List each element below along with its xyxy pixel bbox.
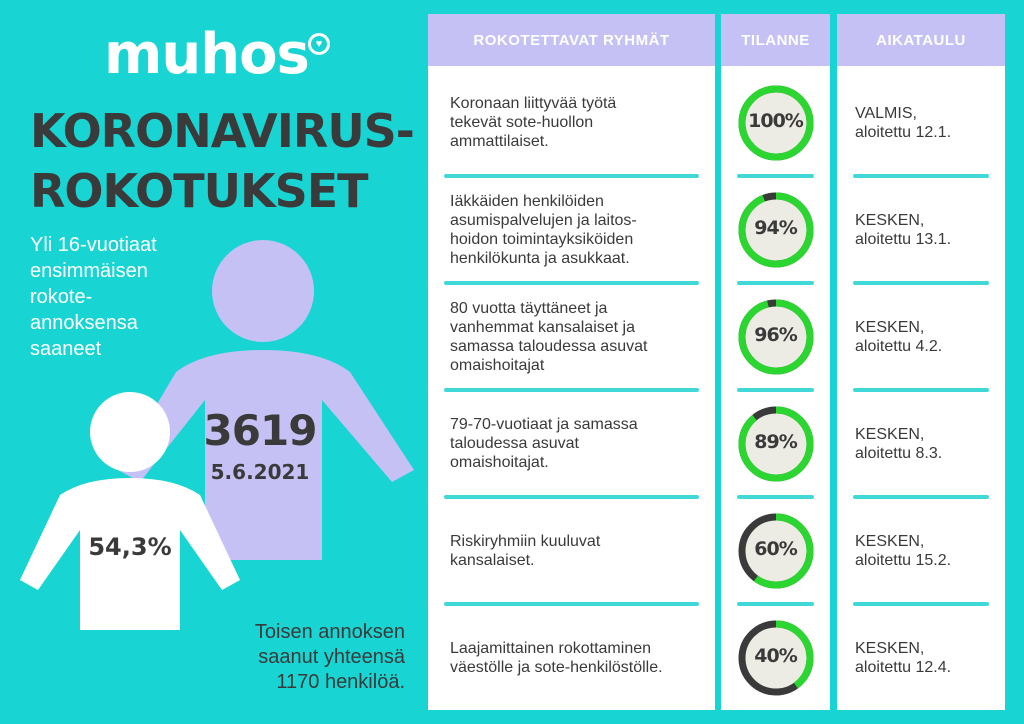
table-row-status xyxy=(721,179,830,280)
row-divider xyxy=(853,495,989,499)
schedule-state: KESKEN, xyxy=(855,532,925,550)
caption-line: rokote- xyxy=(30,286,93,308)
schedule-text xyxy=(855,286,997,387)
table-row-status xyxy=(721,500,830,601)
first-dose-share: 54,3% xyxy=(88,533,172,561)
group-line: samassa taloudessa asuvat xyxy=(450,337,648,355)
status-column xyxy=(721,14,830,710)
schedule-text xyxy=(855,500,997,601)
group-description xyxy=(450,500,705,601)
group-line: kansalaiset. xyxy=(450,551,535,569)
heart-icon: ♥ xyxy=(308,33,330,55)
schedule-start: aloitettu 8.3. xyxy=(855,444,943,462)
group-line: Riskiryhmiin kuuluvat xyxy=(450,532,601,550)
progress-ring xyxy=(737,84,815,162)
caption-line: ensimmäisen xyxy=(30,260,148,282)
row-divider xyxy=(737,388,814,392)
schedule-start: aloitettu 13.1. xyxy=(855,230,952,248)
stats-date: 5.6.2021 xyxy=(210,460,310,484)
row-divider xyxy=(737,495,814,499)
progress-percent: 96% xyxy=(754,323,797,346)
schedule-state: KESKEN, xyxy=(855,425,925,443)
table-row-group xyxy=(428,286,715,387)
row-divider xyxy=(737,602,814,606)
table-row-group xyxy=(428,393,715,494)
group-line: asumispalvelujen ja laitos- xyxy=(450,211,637,229)
progress-percent: 89% xyxy=(754,430,797,453)
row-divider xyxy=(444,174,699,178)
second-dose-caption xyxy=(200,620,405,695)
group-description xyxy=(450,393,705,494)
group-line: Iäkkäiden henkilöiden xyxy=(450,192,604,210)
schedule-start: aloitettu 12.1. xyxy=(855,123,952,141)
progress-percent: 100% xyxy=(748,109,803,132)
progress-ring xyxy=(737,512,815,590)
progress-ring xyxy=(737,619,815,697)
group-line: henkilökunta ja asukkaat. xyxy=(450,249,630,267)
schedule-text xyxy=(855,607,997,708)
table-row-schedule xyxy=(837,607,1005,708)
table-row-group xyxy=(428,500,715,601)
group-description xyxy=(450,286,705,387)
caption-line: annoksensa xyxy=(30,312,138,334)
row-divider xyxy=(853,281,989,285)
progress-percent: 40% xyxy=(754,644,797,667)
group-description xyxy=(450,607,705,708)
group-line: vanhemmat kansalaiset ja xyxy=(450,318,635,336)
progress-percent: 94% xyxy=(754,216,797,239)
group-line: 79-70-vuotiaat ja samassa xyxy=(450,416,638,433)
first-dose-count: 3619 xyxy=(203,406,317,455)
schedule-state: KESKEN, xyxy=(855,318,925,336)
schedule-start: aloitettu 15.2. xyxy=(855,551,952,569)
schedule-state: VALMIS, xyxy=(855,104,917,122)
table-row-schedule xyxy=(837,72,1005,173)
people-illustration xyxy=(0,0,430,724)
schedule-header: AIKATAULU xyxy=(837,14,1005,66)
caption-line: saaneet xyxy=(30,338,102,360)
table-row-status xyxy=(721,607,830,708)
page-title-line-2: ROKOTUKSET xyxy=(30,164,368,218)
table-row-group xyxy=(428,607,715,708)
table-row-status xyxy=(721,286,830,387)
schedule-state: KESKEN, xyxy=(855,639,925,657)
group-line: tekevät sote-huollon xyxy=(450,114,594,131)
table-row-schedule xyxy=(837,393,1005,494)
group-line: taloudessa asuvat xyxy=(450,435,579,452)
row-divider xyxy=(737,174,814,178)
table-row-status xyxy=(721,72,830,173)
page-title-line-1: KORONAVIRUS- xyxy=(30,104,414,158)
table-row-schedule xyxy=(837,179,1005,280)
status-header: TILANNE xyxy=(721,14,830,66)
row-divider xyxy=(853,174,989,178)
progress-ring xyxy=(737,298,815,376)
groups-header: ROKOTETTAVAT RYHMÄT xyxy=(428,14,715,66)
group-description xyxy=(450,72,705,173)
schedule-text xyxy=(855,179,997,280)
row-divider xyxy=(853,602,989,606)
group-line: väestölle ja sote-henkilöstölle. xyxy=(450,658,663,676)
group-line: Laajamittainen rokottaminen xyxy=(450,639,652,657)
table-row-group xyxy=(428,179,715,280)
caption-line: Toisen annoksen xyxy=(254,621,405,643)
schedule-state: KESKEN, xyxy=(855,211,925,229)
caption-line: 1170 henkilöä. xyxy=(276,671,405,693)
schedule-column xyxy=(837,14,1005,710)
group-line: ammattilaiset. xyxy=(450,133,549,150)
schedule-start: aloitettu 4.2. xyxy=(855,337,943,355)
group-line: hoidon toimintayksiköiden xyxy=(450,230,634,248)
group-description xyxy=(450,179,705,280)
row-divider xyxy=(444,495,699,499)
groups-column xyxy=(428,14,715,710)
schedule-text xyxy=(855,72,997,173)
schedule-start: aloitettu 12.4. xyxy=(855,658,952,676)
progress-ring xyxy=(737,191,815,269)
schedule-text xyxy=(855,393,997,494)
progress-ring xyxy=(737,405,815,483)
row-divider xyxy=(444,602,699,606)
row-divider xyxy=(853,388,989,392)
group-line: omaishoitajat xyxy=(450,356,545,374)
progress-percent: 60% xyxy=(754,537,797,560)
caption-line: Yli 16-vuotiaat xyxy=(30,234,157,256)
table-row-group xyxy=(428,72,715,173)
row-divider xyxy=(444,281,699,285)
row-divider xyxy=(737,281,814,285)
table-row-schedule xyxy=(837,286,1005,387)
table-row-status xyxy=(721,393,830,494)
group-line: omaishoitajat. xyxy=(450,454,549,471)
caption-line: saanut yhteensä xyxy=(258,646,405,668)
muhos-logo: muhos xyxy=(104,22,309,87)
row-divider xyxy=(444,388,699,392)
group-line: Koronaan liittyvää työtä xyxy=(450,95,617,112)
table-row-schedule xyxy=(837,500,1005,601)
group-line: 80 vuotta täyttäneet ja xyxy=(450,299,608,317)
